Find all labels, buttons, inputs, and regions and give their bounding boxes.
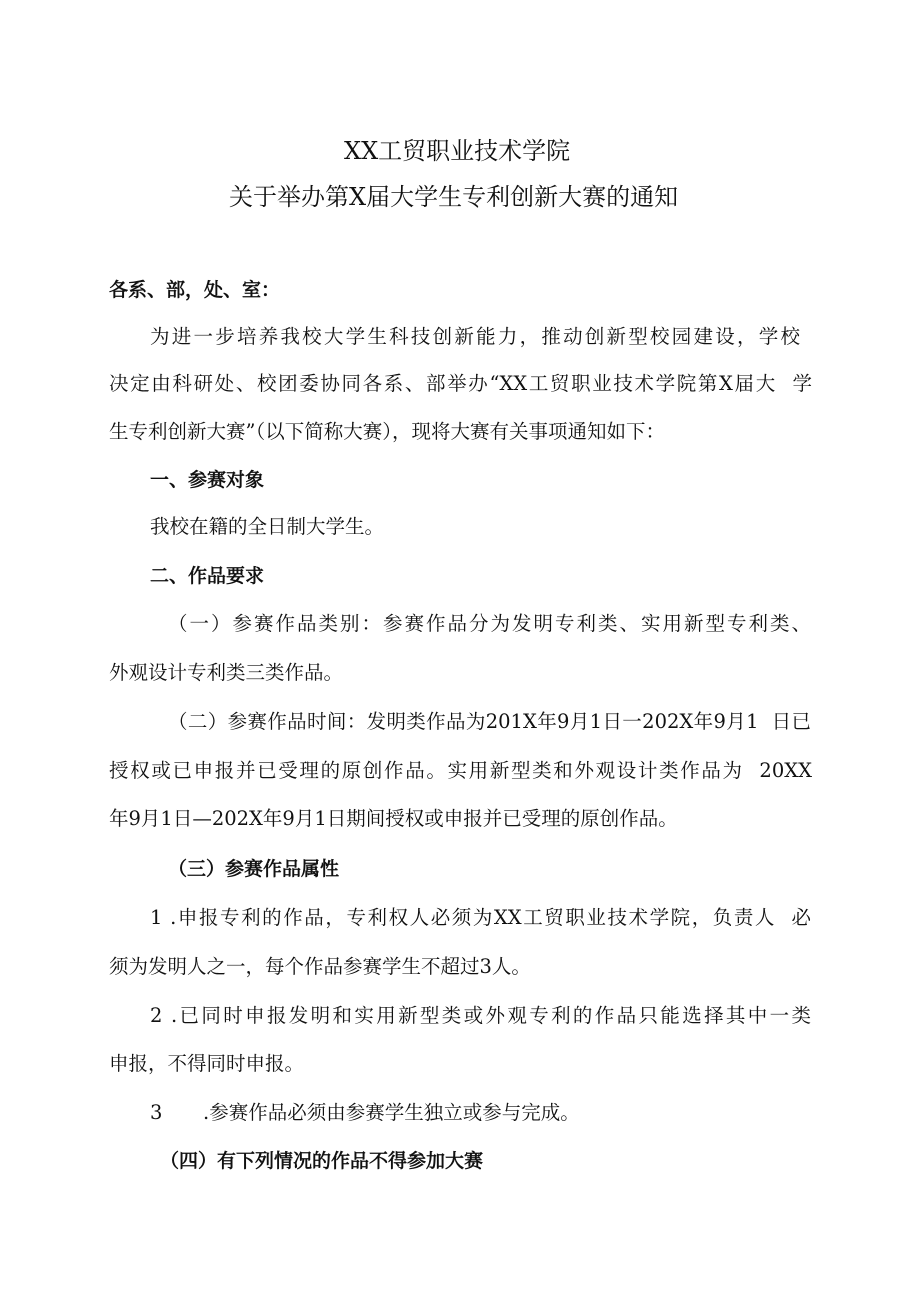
point-3-number: 3 <box>150 1101 163 1124</box>
item-2-line-1: （二）参赛作品时间：发明类作品为201X年9月1日一202X年9月1 日已 <box>168 710 811 733</box>
point-1-line-2: 须为发明人之一，每个作品参赛学生不超过3人。 <box>109 955 531 978</box>
title-line-2: 关于举办第X届大学生专利创新大赛的通知 <box>229 183 679 211</box>
salutation: 各系、部，处、室： <box>109 279 281 301</box>
item-1-line-1: （一）参赛作品类别：参赛作品分为发明专利类、实用新型专利类、 <box>168 612 811 635</box>
section-1-text: 我校在籍的全日制大学生。 <box>150 515 385 538</box>
intro-line-3: 生专利创新大赛”（以下简称大赛），现将大赛有关事项通知如下： <box>109 420 665 443</box>
item-2-line-3: 年9月1日—202X年9月1日期间授权或申报并已受理的原创作品。 <box>109 807 678 830</box>
intro-line-2: 决定由科研处、校团委协同各系、部举办“XX工贸职业技术学院第X届大 学 <box>109 372 812 395</box>
item-1-line-2: 外观设计专利类三类作品。 <box>109 661 344 684</box>
point-1-line-1: 1 .申报专利的作品，专利权人必须为XX工贸职业技术学院，负责人 必 <box>150 906 811 929</box>
item-4-heading: （四）有下列情况的作品不得参加大赛 <box>160 1150 484 1172</box>
point-2-line-2: 申报，不得同时申报。 <box>109 1052 305 1075</box>
section-1-heading: 一、参赛对象 <box>150 469 265 491</box>
intro-line-1: 为进一步培养我校大学生科技创新能力，推动创新型校园建设，学校 <box>150 325 800 348</box>
item-3-heading: （三）参赛作品属性 <box>168 858 340 880</box>
item-2-line-2: 授权或已申报并已受理的原创作品。实用新型类和外观设计类作品为 20XX <box>109 759 812 782</box>
point-3-text: .参赛作品必须由参赛学生独立或参与完成。 <box>203 1101 580 1124</box>
title-line-1: XX工贸职业技术学院 <box>344 137 571 165</box>
section-2-heading: 二、作品要求 <box>150 565 265 587</box>
point-2-line-1: 2 .已同时申报发明和实用新型类或外观专利的作品只能选择其中一类 <box>150 1004 811 1027</box>
